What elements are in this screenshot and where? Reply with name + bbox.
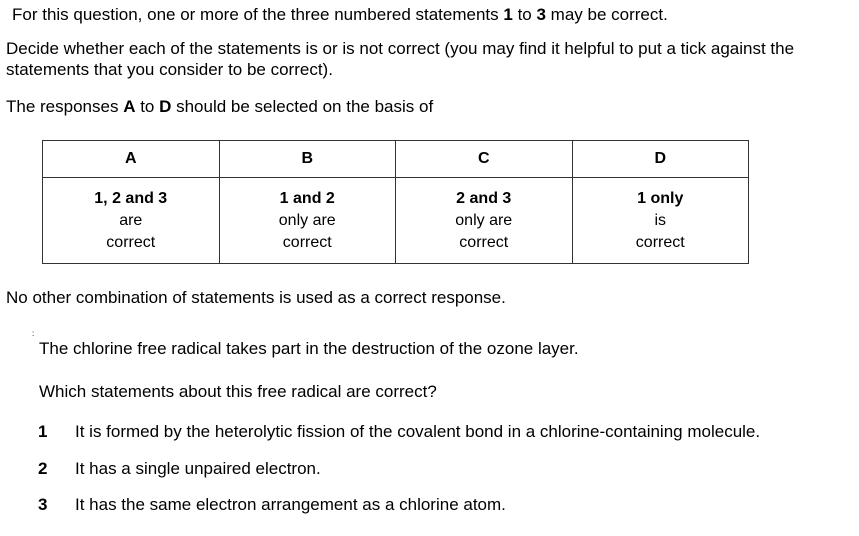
intro-line-2: Decide whether each of the statements is or is not correct (you may find it helpful to put a tick against the statements that you consider to be correct). (6, 39, 795, 79)
intro-line-1 (12, 4, 668, 25)
statement-number: 2 (38, 459, 48, 478)
key-cell-b (219, 178, 396, 264)
intro-text: For this question, one or more of the three numbered statements (12, 5, 504, 24)
key-body-row (43, 178, 749, 264)
key-cell-c (396, 178, 573, 264)
statement-number: 3 (38, 495, 48, 514)
key-cell-line: correct (106, 233, 156, 251)
statement-number: 1 (38, 422, 48, 441)
question-prompt: Which statements about this free radical are correct? (39, 382, 437, 401)
key-header-d: D (572, 141, 749, 178)
response-key-table (42, 140, 749, 264)
intro-text: may be correct. (545, 5, 668, 24)
intro-text: should be selected on the basis of (171, 97, 434, 116)
statement-text: It has a single unpaired electron. (75, 459, 321, 478)
key-header-a: A (43, 141, 220, 178)
key-cell-line: correct (459, 233, 509, 251)
key-cell-line: 1 only (637, 189, 684, 207)
no-other-note: No other combination of statements is used as a correct response. (6, 288, 506, 307)
intro-bold-A: A (123, 97, 136, 116)
key-cell-line: only are (278, 211, 336, 229)
question-stem: The chlorine free radical takes part in the destruction of the ozone layer. (39, 339, 579, 358)
key-header-row (43, 141, 749, 178)
intro-bold-3: 3 (536, 5, 546, 24)
key-cell-line: is (654, 211, 667, 229)
margin-marker: : (32, 329, 35, 338)
statement-3 (38, 494, 506, 515)
intro-text: The responses (6, 97, 124, 116)
intro-bold-D: D (159, 97, 172, 116)
statement-text: It is formed by the heterolytic fission of the covalent bond in a chlorine-containing molecule. (75, 422, 761, 441)
key-cell-line: 2 and 3 (456, 189, 512, 207)
key-cell-line: correct (282, 233, 332, 251)
intro-line-3 (6, 96, 433, 117)
key-cell-line: 1, 2 and 3 (94, 189, 168, 207)
key-header-b: B (219, 141, 396, 178)
key-cell-line: 1 and 2 (279, 189, 335, 207)
statement-1 (38, 421, 760, 442)
key-cell-line: are (119, 211, 143, 229)
intro-text: to (135, 97, 160, 116)
key-cell-a (43, 178, 220, 264)
intro-bold-1: 1 (503, 5, 513, 24)
intro-text: to (512, 5, 537, 24)
key-cell-line: correct (635, 233, 685, 251)
key-cell-d (572, 178, 749, 264)
statement-2 (38, 458, 321, 479)
statement-text: It has the same electron arrangement as a chlorine atom. (75, 495, 506, 514)
key-header-c: C (396, 141, 573, 178)
key-cell-line: only are (455, 211, 513, 229)
